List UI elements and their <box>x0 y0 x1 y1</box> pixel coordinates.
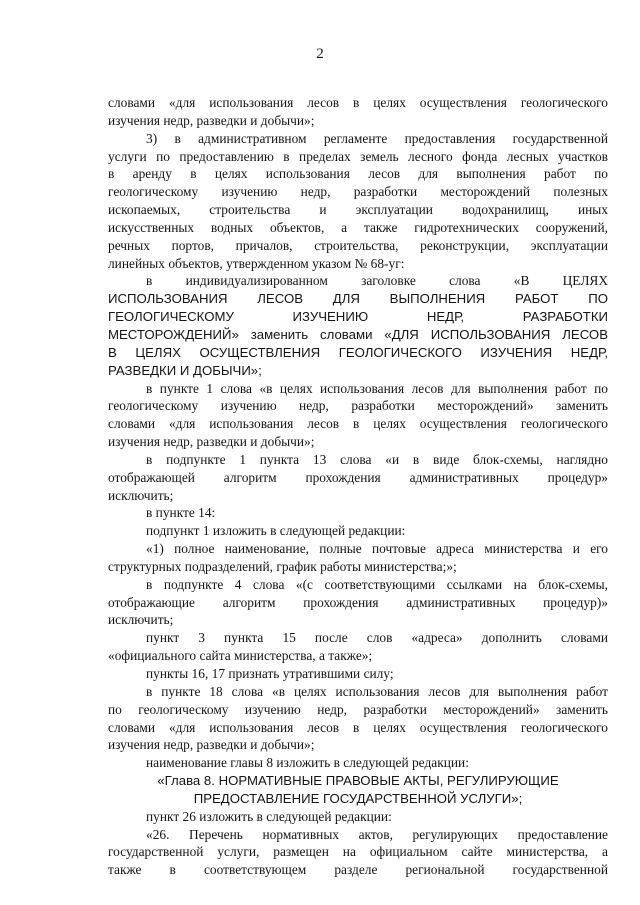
text-line: ископаемых, строительства и эксплуатации водохранилищ, иных <box>108 202 608 218</box>
text-line: изучения недр, разведки и добычи»; <box>108 434 315 450</box>
text-line: также в соответствующем разделе региональной государственной <box>108 862 608 878</box>
text-line: «1) полное наименование, полные почтовые адреса министерства и его <box>146 541 608 557</box>
document-body <box>108 94 608 879</box>
text-line: ИСПОЛЬЗОВАНИЯ ЛЕСОВ ДЛЯ ВЫПОЛНЕНИЯ РАБОТ ПО <box>108 291 608 307</box>
text-line: в подпункте 4 слова «(с соответствующими ссылками на блок-схемы, <box>146 576 608 592</box>
text-line: ПРЕДОСТАВЛЕНИЕ ГОСУДАРСТВЕННОЙ УСЛУГИ»; <box>193 790 523 806</box>
text-line: МЕСТОРОЖДЕНИЙ» заменить словами «ДЛЯ ИСПОЛЬЗОВАНИЯ ЛЕСОВ <box>108 326 608 342</box>
text-line: отображающие алгоритм прохождения административных процедур)» <box>108 594 608 610</box>
text-line: государственной услуги, размещен на официальном сайте министерства, а <box>108 844 608 860</box>
text-line: изучения недр, разведки и добычи»; <box>108 112 315 128</box>
text-line: «Глава 8. НОРМАТИВНЫЕ ПРАВОВЫЕ АКТЫ, РЕГУЛИРУЮЩИЕ <box>157 773 559 789</box>
text-line: словами «для использования лесов в целях осуществления геологического <box>108 719 608 735</box>
page-number: 2 <box>316 46 324 62</box>
text-line: исключить; <box>108 487 174 503</box>
text-line: «официального сайта министерства, а также»; <box>108 648 373 664</box>
text-line: подпункт 1 изложить в следующей редакции: <box>146 523 406 539</box>
text-line: словами «для использования лесов в целях осуществления геологического <box>108 416 608 432</box>
text-line: пункт 26 изложить в следующей редакции: <box>146 808 392 824</box>
text-line: в пункте 14: <box>146 505 216 521</box>
text-line: В ЦЕЛЯХ ОСУЩЕСТВЛЕНИЯ ГЕОЛОГИЧЕСКОГО ИЗУЧЕНИЯ НЕДР, <box>108 344 608 360</box>
text-line: в индивидуализированном заголовке слова «В ЦЕЛЯХ <box>146 273 608 289</box>
text-line: изучения недр, разведки и добычи»; <box>108 737 315 753</box>
text-line: услуги по предоставлению в пределах земель лесного фонда лесных участков <box>108 148 608 164</box>
text-line: исключить; <box>108 612 174 628</box>
text-line: геологическому изучению недр, разработки месторождений» заменить <box>108 398 608 414</box>
text-line: «26. Перечень нормативных актов, регулирующих предоставление <box>146 826 608 842</box>
text-line: пункт 3 пункта 15 после слов «адреса» дополнить словами <box>146 630 608 646</box>
text-line: словами «для использования лесов в целях осуществления геологического <box>108 95 608 110</box>
text-line: по геологическому изучению недр, разработки месторождений» заменить <box>108 701 608 717</box>
text-line: структурных подразделений, график работы министерства;»; <box>108 558 457 574</box>
text-line: речных портов, причалов, строительства, реконструкции, эксплуатации <box>108 237 608 253</box>
text-line: в подпункте 1 пункта 13 слова «и в виде блок-схемы, наглядно <box>146 451 608 467</box>
text-line: отображающей алгоритм прохождения административных процедур» <box>108 469 608 485</box>
text-line: наименование главы 8 изложить в следующей редакции: <box>146 755 469 771</box>
text-line: в аренду в целях использования лесов для выполнения работ по <box>108 166 608 182</box>
text-line: РАЗВЕДКИ И ДОБЫЧИ»; <box>108 362 262 378</box>
text-line: ГЕОЛОГИЧЕСКОМУ ИЗУЧЕНИЮ НЕДР, РАЗРАБОТКИ <box>108 309 608 325</box>
text-line: пункты 16, 17 признать утратившими силу; <box>146 666 394 681</box>
text-line: 3) в административном регламенте предоставления государственной <box>146 130 608 146</box>
text-line: линейных объектов, утвержденном указом № 68-уг: <box>108 255 405 271</box>
text-line: в пункте 18 слова «в целях использования лесов для выполнения работ <box>146 683 608 699</box>
text-line: в пункте 1 слова «в целях использования лесов для выполнения работ по <box>146 380 608 396</box>
text-line: искусственных водных объектов, а также гидротехнических сооружений, <box>108 219 608 235</box>
text-line: геологическому изучению недр, разработки месторождений полезных <box>108 184 608 200</box>
